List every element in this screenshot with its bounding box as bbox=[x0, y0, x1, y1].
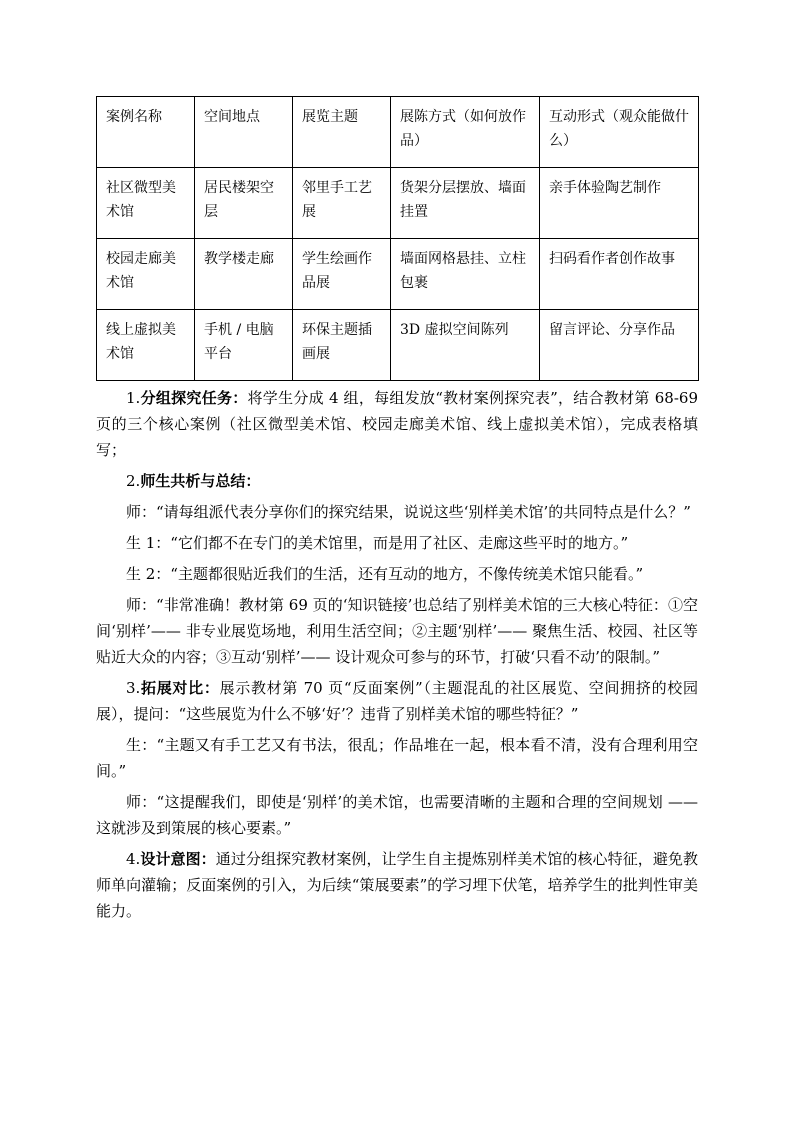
paragraph-heading: 拓展对比： bbox=[140, 679, 220, 697]
header-display-method: 展陈方式（如何放作品） bbox=[391, 97, 540, 168]
paragraph bbox=[96, 561, 698, 587]
paragraph-number: 4. bbox=[126, 850, 141, 868]
paragraph bbox=[96, 732, 698, 784]
paragraph-number: 1. bbox=[126, 389, 141, 407]
table-row bbox=[97, 239, 699, 310]
paragraph bbox=[96, 675, 698, 727]
table-cell: 教学楼走廊 bbox=[195, 239, 293, 310]
table-cell: 扫码看作者创作故事 bbox=[540, 239, 699, 310]
paragraph-text: 师：“这提醒我们，即使是‘别样’的美术馆，也需要清晰的主题和合理的空间规划 —— 这就涉及到策展的核心要素。” bbox=[96, 793, 698, 837]
paragraph bbox=[96, 592, 698, 670]
header-interaction: 互动形式（观众能做什么） bbox=[540, 97, 699, 168]
paragraph-number: 3. bbox=[126, 679, 141, 697]
table-cell: 亲手体验陶艺制作 bbox=[540, 168, 699, 239]
paragraph-text: 生：“主题又有手工艺又有书法，很乱；作品堆在一起，根本看不清，没有合理利用空间。” bbox=[96, 736, 698, 780]
table-cell: 邻里手工艺展 bbox=[293, 168, 391, 239]
table-cell: 墙面网格悬挂、立柱包裹 bbox=[391, 239, 540, 310]
table-cell: 居民楼架空层 bbox=[195, 168, 293, 239]
paragraph-heading: 师生共析与总结： bbox=[140, 472, 261, 490]
table-row bbox=[97, 310, 699, 381]
paragraph bbox=[96, 385, 698, 463]
paragraph-heading: 分组探究任务： bbox=[140, 389, 248, 407]
header-case-name: 案例名称 bbox=[97, 97, 195, 168]
paragraph-text: 师：“请每组派代表分享你们的探究结果，说说这些‘别样美术馆’的共同特点是什么？” bbox=[126, 503, 691, 521]
paragraph bbox=[96, 468, 698, 494]
table-header-row bbox=[97, 97, 699, 168]
table-cell: 3D 虚拟空间陈列 bbox=[391, 310, 540, 381]
header-theme: 展览主题 bbox=[293, 97, 391, 168]
table-cell: 手机 / 电脑平台 bbox=[195, 310, 293, 381]
document-body bbox=[96, 96, 698, 929]
paragraph-text: 生 2：“主题都很贴近我们的生活，还有互动的地方，不像传统美术馆只能看。” bbox=[126, 565, 644, 583]
paragraph bbox=[96, 846, 698, 924]
header-location: 空间地点 bbox=[195, 97, 293, 168]
paragraph bbox=[96, 499, 698, 525]
table-cell: 社区微型美术馆 bbox=[97, 168, 195, 239]
lesson-paragraphs bbox=[96, 385, 698, 924]
table-cell: 校园走廊美术馆 bbox=[97, 239, 195, 310]
table-row bbox=[97, 168, 699, 239]
paragraph-text: 将学生分成 4 组，每组发放“教材案例探究表”，结合教材第 68-69 页的三个核心案例（社区微型美术馆、校园走廊美术馆、线上虚拟美术馆），完成表格填写； bbox=[96, 389, 698, 459]
table-cell: 线上虚拟美术馆 bbox=[97, 310, 195, 381]
paragraph-text: 生 1：“它们都不在专门的美术馆里，而是用了社区、走廊这些平时的地方。” bbox=[126, 534, 629, 552]
table-cell: 货架分层摆放、墙面挂置 bbox=[391, 168, 540, 239]
paragraph-text: 展示教材第 70 页“反面案例”（主题混乱的社区展览、空间拥挤的校园展），提问：“这些展览为什么不够‘好’？违背了别样美术馆的哪些特征？” bbox=[96, 679, 698, 723]
paragraph-text: 通过分组探究教材案例，让学生自主提炼别样美术馆的核心特征，避免教师单向灌输；反面案例的引入，为后续“策展要素”的学习埋下伏笔，培养学生的批判性审美能力。 bbox=[96, 850, 698, 920]
table-cell: 环保主题插画展 bbox=[293, 310, 391, 381]
paragraph-text: 师：“非常准确！教材第 69 页的‘知识链接’也总结了别样美术馆的三大核心特征：①空间‘别样’—— 非专业展览场地，利用生活空间；②主题‘别样’—— 聚焦生活、校园、社区等贴近大众的内容；③互动‘别样’—— 设计观众可参与的环节，打破‘只看不动’的限制。” bbox=[96, 596, 698, 666]
table-cell: 学生绘画作品展 bbox=[293, 239, 391, 310]
case-study-table bbox=[96, 96, 699, 381]
table-cell: 留言评论、分享作品 bbox=[540, 310, 699, 381]
paragraph bbox=[96, 530, 698, 556]
paragraph bbox=[96, 789, 698, 841]
paragraph-number: 2. bbox=[126, 472, 141, 490]
paragraph-heading: 设计意图： bbox=[140, 850, 216, 868]
